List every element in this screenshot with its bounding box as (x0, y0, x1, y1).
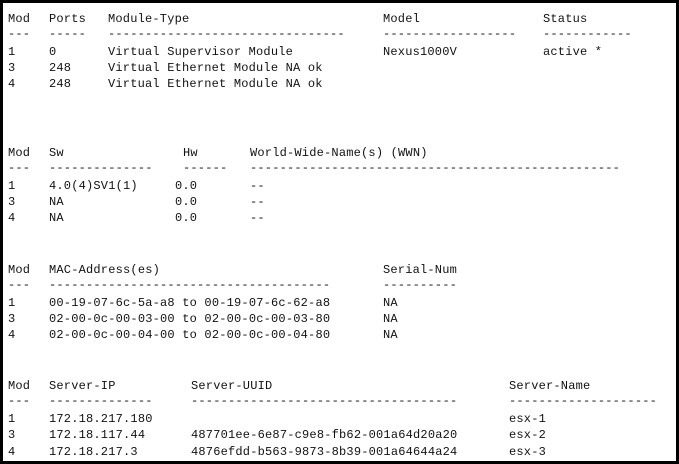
header-ports: Ports (49, 12, 87, 26)
cell-mod: 3 (8, 195, 16, 209)
cell-wwn: -- (250, 179, 265, 193)
cell-model: Nexus1000V (383, 45, 458, 59)
cell-mod: 1 (8, 296, 16, 310)
cell-hw: 0.0 (175, 211, 198, 225)
cell-mac-address: 02-00-0c-00-03-00 to 02-00-0c-00-03-80 (49, 312, 331, 326)
cell-sw: 4.0(4)SV1(1) (49, 179, 138, 193)
cell-serial-num: NA (383, 328, 398, 342)
cell-mac-address: 02-00-0c-00-04-00 to 02-00-0c-00-04-80 (49, 328, 331, 342)
dash-hw: ------ (183, 161, 228, 175)
dash-mod: --- (8, 278, 31, 292)
header-model: Model (383, 12, 421, 26)
header-server-ip: Server-IP (49, 379, 116, 393)
dash-model: ------------------ (383, 27, 517, 41)
dash-mod: --- (8, 27, 31, 41)
cell-serial-num: NA (383, 312, 398, 326)
header-hw: Hw (183, 146, 198, 160)
cell-wwn: -- (250, 211, 265, 225)
cell-server-ip: 172.18.217.180 (49, 412, 153, 426)
header-status: Status (543, 12, 588, 26)
dash-mod: --- (8, 394, 31, 408)
header-mod: Mod (8, 379, 31, 393)
header-server-name: Server-Name (509, 379, 591, 393)
dash-status: ------------ (543, 27, 632, 41)
header-module-type: Module-Type (108, 12, 190, 26)
cell-server-name: esx-1 (509, 412, 547, 426)
cell-mod: 4 (8, 77, 16, 91)
cell-server-ip: 172.18.217.3 (49, 445, 138, 459)
cell-module-type: Virtual Supervisor Module (108, 45, 294, 59)
header-serial-num: Serial-Num (383, 263, 458, 277)
cell-mod: 1 (8, 45, 16, 59)
cell-module-type: Virtual Ethernet Module NA ok (108, 77, 323, 91)
cell-mod: 4 (8, 445, 16, 459)
header-server-uuid: Server-UUID (191, 379, 273, 393)
cell-mod: 4 (8, 211, 16, 225)
header-sw: Sw (49, 146, 64, 160)
header-mod: Mod (8, 263, 31, 277)
cell-sw: NA (49, 211, 64, 225)
cell-hw: 0.0 (175, 179, 198, 193)
dash-serial-num: ---------- (383, 278, 458, 292)
cell-ports: 0 (49, 45, 57, 59)
cell-server-name: esx-3 (509, 445, 547, 459)
cell-mod: 1 (8, 412, 16, 426)
cell-ports: 248 (49, 77, 72, 91)
dash-module-type: -------------------------------- (108, 27, 345, 41)
cell-mod: 3 (8, 312, 16, 326)
dash-wwn: -------------------------------------------------- (250, 161, 621, 175)
dash-ports: ----- (49, 27, 87, 41)
cell-sw: NA (49, 195, 64, 209)
cell-ports: 248 (49, 61, 72, 75)
cell-wwn: -- (250, 195, 265, 209)
dash-server-name: -------------------- (509, 394, 658, 408)
dash-mod: --- (8, 161, 31, 175)
header-mac-address: MAC-Address(es) (49, 263, 161, 277)
cell-mod: 4 (8, 328, 16, 342)
dash-sw: -------------- (49, 161, 153, 175)
cell-server-ip: 172.18.117.44 (49, 428, 146, 442)
cell-server-name: esx-2 (509, 428, 547, 442)
header-mod: Mod (8, 146, 31, 160)
cell-mod: 3 (8, 61, 16, 75)
cell-mod: 3 (8, 428, 16, 442)
cell-mod: 1 (8, 179, 16, 193)
cell-server-uuid: 4876efdd-b563-9873-8b39-001a64644a24 (191, 445, 458, 459)
cell-module-type: Virtual Ethernet Module NA ok (108, 61, 323, 75)
cell-serial-num: NA (383, 296, 398, 310)
dash-mac-address: -------------------------------------- (49, 278, 331, 292)
cell-server-uuid: 487701ee-6e87-c9e8-fb62-001a64d20a20 (191, 428, 458, 442)
dash-server-ip: -------------- (49, 394, 153, 408)
cell-status: active * (543, 45, 603, 59)
cell-mac-address: 00-19-07-6c-5a-a8 to 00-19-07-6c-62-a8 (49, 296, 331, 310)
dash-server-uuid: ------------------------------------ (191, 394, 458, 408)
header-mod: Mod (8, 12, 31, 26)
header-wwn: World-Wide-Name(s) (WWN) (250, 146, 428, 160)
cell-hw: 0.0 (175, 195, 198, 209)
